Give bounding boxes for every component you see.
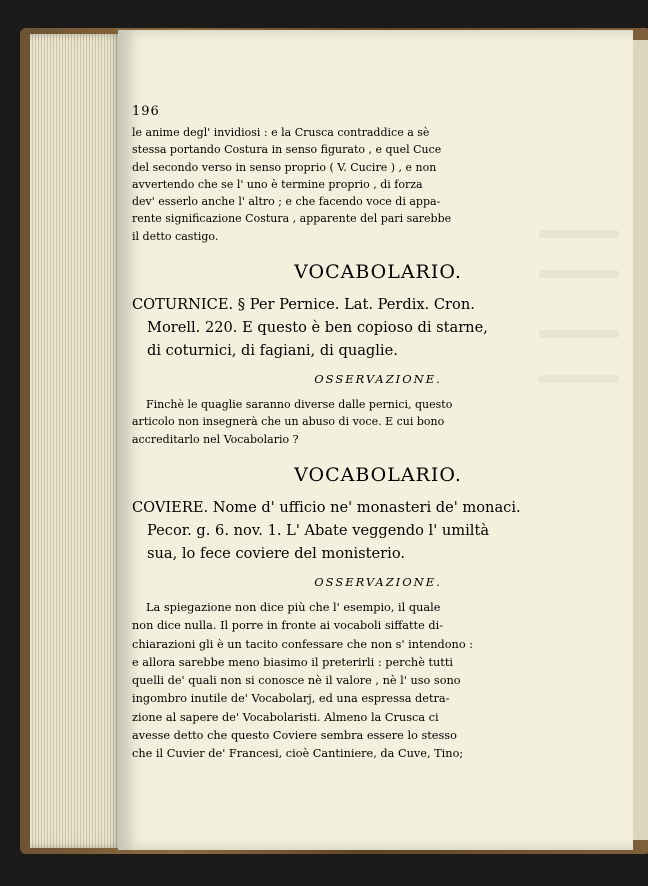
section-heading: VOCABOLARIO. — [294, 463, 462, 486]
page-content — [132, 104, 624, 764]
text-line: chiarazioni gli è un tacito confessare che non s' intendono : — [132, 637, 474, 651]
text-line: avvertendo che se l' uno è termine proprio , di forza — [132, 177, 423, 191]
facing-page-edge — [633, 40, 648, 840]
text-line: il detto castigo. — [132, 229, 219, 243]
entry-line: COVIERE. Nome d' ufficio ne' monasteri de' monaci. — [132, 498, 521, 516]
top-paragraph — [132, 124, 624, 245]
text-line: che il Cuvier de' Francesi, cioè Cantiniere, da Cuve, Tino; — [132, 747, 464, 761]
text-line: e allora sarebbe meno biasimo il preterirli : perchè tutti — [132, 655, 453, 669]
entry-line: di coturnici, di fagiani, di quaglie. — [147, 342, 398, 360]
observation-paragraph — [132, 599, 624, 764]
entry-line: COTURNICE. § Per Pernice. Lat. Perdix. Cron. — [132, 296, 475, 314]
text-line: le anime degl' invidiosi : e la Crusca contraddice a sè — [132, 126, 430, 139]
section-heading: VOCABOLARIO. — [294, 261, 462, 284]
observation-title: OSSERVAZIONE. — [314, 372, 442, 387]
observation-paragraph — [132, 396, 624, 448]
text-line: zione al sapere de' Vocabolaristi. Almeno la Crusca ci — [132, 710, 439, 724]
text-line: dev' esserlo anche l' altro ; e che facendo voce di appa- — [132, 195, 441, 209]
text-line: non dice nulla. Il porre in fronte ai vocaboli siffatte di- — [132, 619, 444, 633]
entry-line: Morell. 220. E questo è ben copioso di starne, — [147, 319, 488, 337]
text-line: accreditarlo nel Vocabolario ? — [132, 432, 299, 446]
dictionary-entry-coturnice — [132, 293, 624, 362]
dictionary-entry-coviere — [132, 496, 624, 565]
page-number: 196 — [132, 104, 160, 119]
text-line: avesse detto che questo Coviere sembra essere lo stesso — [132, 729, 457, 743]
text-line: Finchè le quaglie saranno diverse dalle pernici, questo — [146, 398, 453, 412]
text-line: ingombro inutile de' Vocabolarj, ed una espressa detra- — [132, 692, 450, 706]
entry-line: sua, lo fece coviere del monisterio. — [147, 544, 405, 562]
text-line: rente significazione Costura , apparente del pari sarebbe — [132, 212, 452, 226]
text-line: articolo non insegnerà che un abuso di voce. E cui bono — [132, 415, 445, 429]
text-line: quelli de' quali non si conosce nè il valore , nè l' uso sono — [132, 674, 461, 688]
page-edges — [30, 34, 122, 848]
text-line: La spiegazione non dice più che l' esempio, il quale — [146, 600, 441, 614]
entry-line: Pecor. g. 6. nov. 1. L' Abate veggendo l' umiltà — [147, 521, 490, 539]
observation-title: OSSERVAZIONE. — [314, 574, 442, 589]
text-line: del secondo verso in senso proprio ( V. Cucire ) , e non — [132, 160, 437, 174]
text-line: stessa portando Costura in senso figurato , e quel Cuce — [132, 143, 442, 157]
